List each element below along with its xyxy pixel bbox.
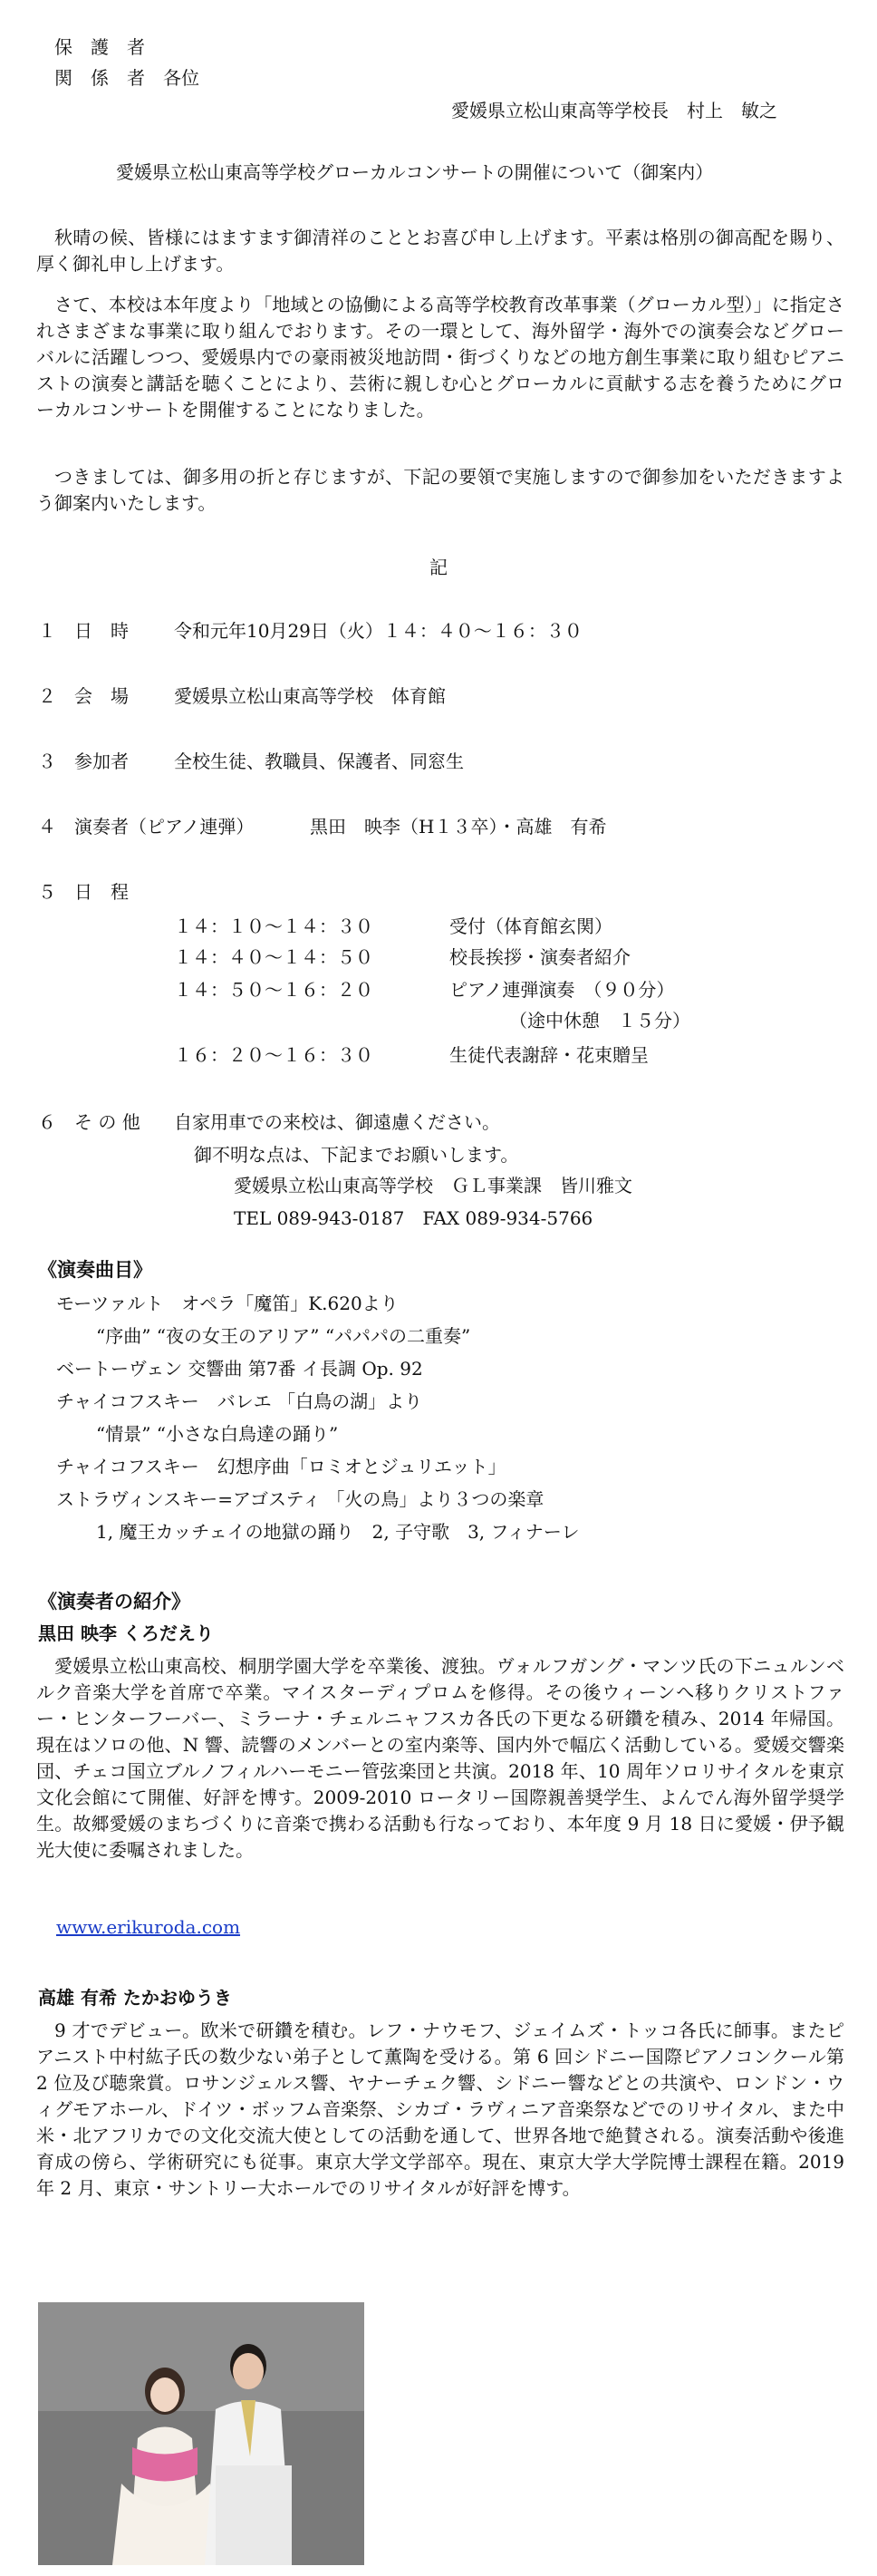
performer-1-bio: 愛媛県立松山東高校、桐朋学園大学を卒業後、渡独。ヴォルフガング・マンツ氏の下ニュルンベルク音楽大学を首席で卒業。マイスターディプロムを修得。その後ウィーンへ移りクリストファー・ヒンターフーバー、ミラーナ・チェルニャフスカ各氏の下更なる研鑽を積み、2014 年帰国。現在はソロの他、N 響、読響のメンバーとの室内楽等、国内外で幅広く活動している。愛媛交響楽団、チェコ国立ブルノフィルハーモニー管弦楽団と共演。2018 年、10 周年ソロリサイタルを東京文化会館にて開催、好評を博す。2009-2010 ロータリー国際親善奨学生、よんでん海外留学奨学生。故郷愛媛のまちづくりに音楽で携わる活動も行なっており、本年度 9 月 18 日に愛媛・伊予観光大使に委嘱されました。 [36, 1655, 844, 1861]
performers-value: 黒田 映李（H１３卒）・高雄 有希 [310, 816, 607, 838]
schedule-time: １４：４０～１４：５０ [174, 946, 373, 968]
date-value: 令和元年10月29日（火）１４：４０～１６：３０ [174, 620, 583, 642]
performer-1-name: 黒田 映李 くろだえり [38, 1622, 214, 1644]
program-line: 1, 魔王カッチェイの地獄の踊り 2, 子守歌 3, フィナーレ [96, 1521, 580, 1543]
contact-line: 愛媛県立松山東高等学校 ＧＬ事業課 皆川雅文 [234, 1175, 632, 1196]
date-label: １ 日 時 [38, 620, 129, 642]
program-line: ストラヴィンスキー=アゴスティ 「火の鳥」より３つの楽章 [56, 1488, 545, 1510]
attendees-value: 全校生徒、教職員、保護者、同窓生 [174, 751, 464, 772]
recipient-parties: 関 係 者 各位 [54, 67, 199, 89]
performers-photo [38, 2302, 364, 2565]
recipient-guardians: 保 護 者 [54, 36, 145, 58]
attendees-label: ３ 参加者 [38, 751, 129, 772]
intro-paragraph-2: さて、本校は本年度より「地域との協働による高等学校教育改革事業（グローカル型）」に指定されさまざまな事業に取り組んでおります。その一環として、海外留学・海外での演奏会などグローバルに活躍しつつ、愛媛県内での豪雨被災地訪問・街づくりなどの地方創生事業に取り組むピアニストの演奏と講話を聴くことにより、芸術に親しむ心とグローカルに貢献する志を養うためにグローカルコンサートを開催することになりました。 [36, 294, 844, 421]
schedule-desc: 生徒代表謝辞・花束贈呈 [449, 1044, 649, 1066]
program-line: “情景” “小さな白鳥達の踊り” [96, 1423, 339, 1445]
program-line: “序曲” “夜の女王のアリア” “パパパの二重奏” [96, 1325, 471, 1347]
ki-heading: 記 [429, 557, 448, 578]
venue-label: ２ 会 場 [38, 685, 129, 707]
performer-1-website-link[interactable]: www.erikuroda.com [56, 1916, 241, 1938]
schedule-desc: ピアノ連弾演奏 （９０分） [449, 979, 675, 1001]
program-line: ベートーヴェン 交響曲 第7番 イ長調 Op. 92 [56, 1358, 423, 1380]
intro-paragraph-3: つきましては、御多用の折と存じますが、下記の要領で実施しますので御参加をいただきますよう御案内いたします。 [36, 466, 844, 514]
sender-principal: 愛媛県立松山東高等学校長 村上 敏之 [451, 100, 777, 121]
schedule-break-note: （途中休憩 １５分） [509, 1010, 690, 1031]
venue-value: 愛媛県立松山東高等学校 体育館 [174, 685, 446, 707]
schedule-label: ５ 日 程 [38, 881, 129, 903]
schedule-desc: 校長挨拶・演奏者紹介 [449, 946, 631, 968]
performers-label: ４ 演奏者（ピアノ連弾） [38, 816, 255, 838]
other-line-2: 御不明な点は、下記までお願いします。 [194, 1144, 519, 1166]
tel-fax-line: TEL 089-943-0187 FAX 089-934-5766 [234, 1207, 593, 1229]
page-title: 愛媛県立松山東高等学校グローカルコンサートの開催について（御案内） [116, 161, 714, 183]
program-line: チャイコフスキー 幻想序曲「ロミオとジュリエット」 [56, 1456, 506, 1477]
schedule-time: １４：５０～１６：２０ [174, 979, 373, 1001]
performers-heading: 《演奏者の紹介》 [38, 1590, 190, 1612]
program-line: チャイコフスキー バレエ 「白鳥の湖」より [56, 1390, 423, 1412]
schedule-time: １６：２０～１６：３０ [174, 1044, 373, 1066]
intro-paragraph-1: 秋晴の候、皆様にはますます御清祥のこととお喜び申し上げます。平素は格別の御高配を賜り、厚く御礼申し上げます。 [36, 227, 844, 275]
program-heading: 《演奏曲目》 [38, 1258, 152, 1281]
performers-photo-illustration [38, 2302, 364, 2565]
other-label: ６ そ の 他 [38, 1111, 140, 1133]
performer-2-bio: 9 才でデビュー。欧米で研鑽を積む。レフ・ナウモフ、ジェイムズ・トッコ各氏に師事。またピアニスト中村紘子氏の数少ない弟子として薫陶を受ける。第 6 回シドニー国際ピアノコンクール第 2 位及び聴衆賞。ロサンジェルス響、ヤナーチェク響、シドニー響などとの共演や、ロンドン・ウィグモアホール、ドイツ・ボッフム音楽祭、シカゴ・ラヴィニア音楽祭などでのリサイタル、また中米・北アフリカでの文化交流大使としての活動を通して、世界各地で絶賛される。演奏活動や後進育成の傍ら、学術研究にも従事。東京大学文学部卒。現在、東京大学大学院博士課程在籍。2019 年 2 月、東京・サントリー大ホールでのリサイタルが好評を博す。 [36, 2019, 844, 2199]
schedule-desc: 受付（体育館玄関） [449, 915, 612, 937]
performer-2-name: 高雄 有希 たかおゆうき [38, 1987, 232, 2009]
other-line-1: 自家用車での来校は、御遠慮ください。 [174, 1111, 500, 1133]
program-line: モーツァルト オペラ「魔笛」K.620より [56, 1293, 399, 1314]
schedule-time: １４：１０～１４：３０ [174, 915, 373, 937]
